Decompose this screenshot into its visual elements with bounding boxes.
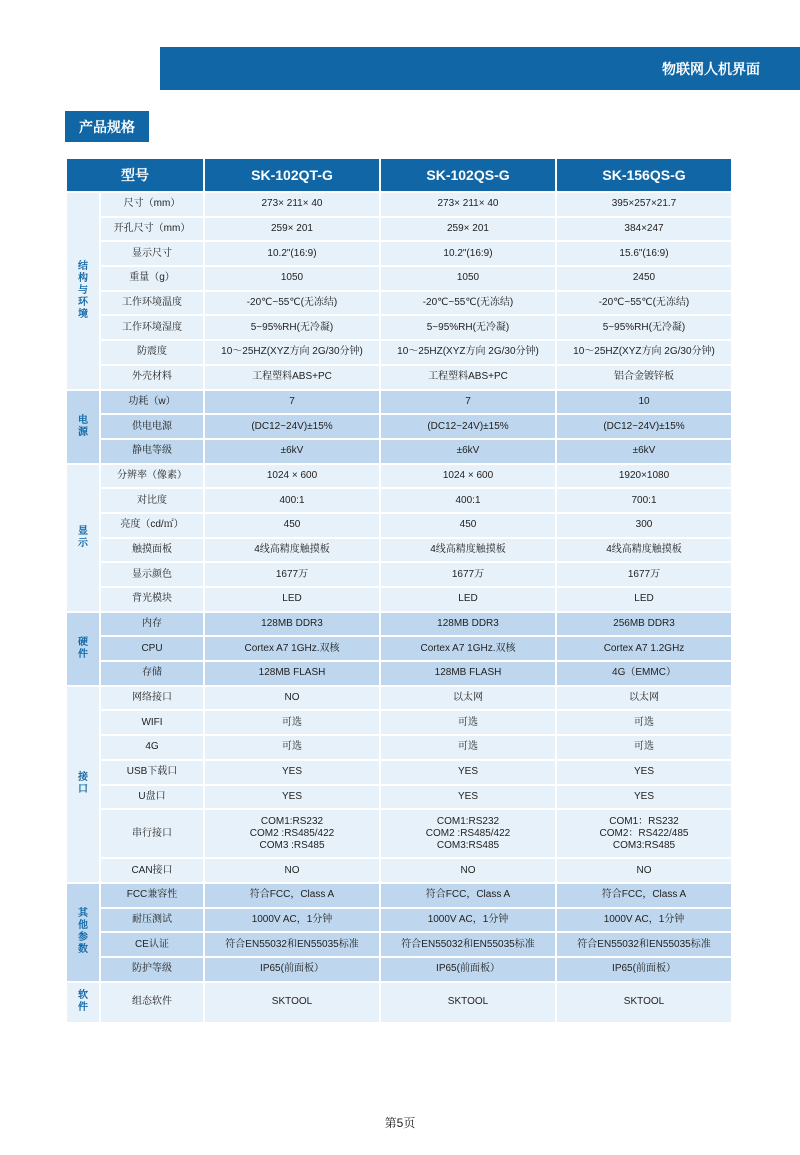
- spec-label-cell: 网络接口: [100, 686, 204, 711]
- spec-value-cell: 1024 × 600: [204, 464, 380, 489]
- table-row: [66, 315, 732, 340]
- table-row: [66, 735, 732, 760]
- table-row: [66, 217, 732, 242]
- category-label: 接口: [78, 772, 88, 796]
- spec-value-cell: YES: [380, 785, 556, 810]
- spec-value-cell: NO: [380, 858, 556, 883]
- spec-label-cell: 背光模块: [100, 587, 204, 612]
- spec-value-cell: 以太网: [380, 686, 556, 711]
- spec-value-cell: 可选: [380, 710, 556, 735]
- spec-value-cell: 15.6"(16:9): [556, 241, 732, 266]
- header-model-1: SK-102QT-G: [204, 158, 380, 192]
- spec-value-cell: ±6kV: [380, 439, 556, 464]
- spec-value-cell: 符合EN55032和EN55035标准: [204, 932, 380, 957]
- table-row: [66, 365, 732, 390]
- table-row: [66, 661, 732, 686]
- banner-title: 物联网人机界面: [662, 60, 760, 77]
- spec-value-cell: 符合FCC，Class A: [380, 883, 556, 908]
- spec-value-cell: Cortex A7 1GHz.双核: [380, 636, 556, 661]
- spec-value-cell: 10.2"(16:9): [380, 241, 556, 266]
- spec-value-cell: 可选: [556, 735, 732, 760]
- table-row: [66, 266, 732, 291]
- spec-value-line: COM1：RS232: [609, 815, 679, 827]
- spec-label-cell: 对比度: [100, 488, 204, 513]
- spec-value-line: COM3 :RS485: [259, 839, 325, 851]
- category-cell: [66, 390, 100, 464]
- spec-value-cell: 1000V AC，1分钟: [380, 908, 556, 933]
- spec-label-cell: CE认证: [100, 932, 204, 957]
- spec-value-cell: 10～25HZ(XYZ方向 2G/30分钟): [380, 340, 556, 365]
- category-label: 硬件: [78, 636, 88, 660]
- category-label: 结构与环境: [78, 260, 88, 320]
- spec-value-cell: NO: [204, 686, 380, 711]
- category-cell: [66, 464, 100, 612]
- table-row: [66, 562, 732, 587]
- spec-value-cell: 450: [380, 513, 556, 538]
- spec-label-cell: 重量（g）: [100, 266, 204, 291]
- spec-label-cell: 静电等级: [100, 439, 204, 464]
- header-model: 型号: [66, 158, 204, 192]
- spec-value-cell: 5~95%RH(无冷凝): [380, 315, 556, 340]
- table-row: [66, 241, 732, 266]
- spec-value-cell: 4线高精度触摸板: [556, 538, 732, 563]
- spec-value-cell: 384×247: [556, 217, 732, 242]
- spec-value-cell: IP65(前面板）: [204, 957, 380, 982]
- table-row: [66, 809, 732, 858]
- spec-label-cell: 耐压测试: [100, 908, 204, 933]
- spec-table-body: [66, 192, 732, 1023]
- spec-value-cell: 7: [204, 390, 380, 415]
- section-label: [65, 111, 149, 142]
- spec-value-cell: 可选: [556, 710, 732, 735]
- spec-value-line: COM3:RS485: [612, 839, 676, 851]
- category-cell: [66, 192, 100, 390]
- table-row: [66, 982, 732, 1023]
- spec-value-cell: Cortex A7 1.2GHz: [556, 636, 732, 661]
- table-row: [66, 858, 732, 883]
- spec-value-cell: [204, 809, 380, 858]
- spec-label-cell: 显示颜色: [100, 562, 204, 587]
- spec-label-cell: 触摸面板: [100, 538, 204, 563]
- spec-value-cell: LED: [556, 587, 732, 612]
- spec-label-cell: 显示尺寸: [100, 241, 204, 266]
- spec-value-cell: SKTOOL: [556, 982, 732, 1023]
- spec-value-cell: 4线高精度触摸板: [380, 538, 556, 563]
- table-row: [66, 513, 732, 538]
- spec-label-cell: 存储: [100, 661, 204, 686]
- spec-value-cell: 1050: [204, 266, 380, 291]
- table-row: [66, 932, 732, 957]
- spec-value-cell: YES: [204, 785, 380, 810]
- spec-value-line: COM1:RS232: [260, 815, 324, 827]
- table-row: [66, 686, 732, 711]
- spec-value-cell: (DC12~24V)±15%: [556, 414, 732, 439]
- spec-value-cell: 5~95%RH(无冷凝): [204, 315, 380, 340]
- spec-label-cell: WIFI: [100, 710, 204, 735]
- table-row: [66, 291, 732, 316]
- spec-value-cell: 1677万: [556, 562, 732, 587]
- spec-label-cell: 4G: [100, 735, 204, 760]
- spec-value-cell: 1024 × 600: [380, 464, 556, 489]
- spec-label-cell: 供电电源: [100, 414, 204, 439]
- spec-label-cell: 功耗（w）: [100, 390, 204, 415]
- table-row: [66, 439, 732, 464]
- spec-value-cell: 符合EN55032和EN55035标准: [380, 932, 556, 957]
- spec-value-cell: 铝合金镀锌板: [556, 365, 732, 390]
- spec-value-cell: 符合FCC，Class A: [556, 883, 732, 908]
- spec-value-cell: LED: [380, 587, 556, 612]
- spec-value-cell: Cortex A7 1GHz.双核: [204, 636, 380, 661]
- category-cell: [66, 982, 100, 1023]
- spec-value-cell: 10: [556, 390, 732, 415]
- spec-value-cell: SKTOOL: [204, 982, 380, 1023]
- spec-value-cell: 1677万: [204, 562, 380, 587]
- spec-value-cell: IP65(前面板）: [380, 957, 556, 982]
- spec-label-cell: U盘口: [100, 785, 204, 810]
- top-banner: [160, 47, 800, 90]
- spec-label-cell: USB下载口: [100, 760, 204, 785]
- table-row: [66, 192, 732, 217]
- spec-value-cell: IP65(前面板）: [556, 957, 732, 982]
- spec-value-cell: -20℃~55℃(无冻结): [380, 291, 556, 316]
- spec-value-cell: YES: [204, 760, 380, 785]
- spec-label-cell: CPU: [100, 636, 204, 661]
- spec-value-cell: [556, 809, 732, 858]
- category-cell: [66, 686, 100, 883]
- category-cell: [66, 883, 100, 982]
- spec-value-cell: ±6kV: [556, 439, 732, 464]
- spec-label-cell: 工作环境温度: [100, 291, 204, 316]
- header-model-3: SK-156QS-G: [556, 158, 732, 192]
- spec-value-cell: NO: [204, 858, 380, 883]
- spec-value-cell: ±6kV: [204, 439, 380, 464]
- spec-label-cell: 外壳材料: [100, 365, 204, 390]
- table-row: [66, 414, 732, 439]
- spec-label-cell: 内存: [100, 612, 204, 637]
- table-row: [66, 710, 732, 735]
- header-model-2: SK-102QS-G: [380, 158, 556, 192]
- spec-value-line: COM2：RS422/485: [599, 827, 689, 839]
- spec-label-cell: 串行接口: [100, 809, 204, 858]
- spec-value-cell: 2450: [556, 266, 732, 291]
- spec-value-cell: 1050: [380, 266, 556, 291]
- spec-value-cell: 符合FCC，Class A: [204, 883, 380, 908]
- spec-label-cell: 防护等级: [100, 957, 204, 982]
- spec-value-cell: 450: [204, 513, 380, 538]
- spec-value-cell: 700:1: [556, 488, 732, 513]
- spec-value-cell: 4G（EMMC）: [556, 661, 732, 686]
- table-row: [66, 340, 732, 365]
- spec-value-cell: 259× 201: [204, 217, 380, 242]
- spec-label-cell: 防震度: [100, 340, 204, 365]
- spec-value-cell: 400:1: [204, 488, 380, 513]
- spec-value-cell: 128MB FLASH: [380, 661, 556, 686]
- category-label: 显示: [78, 525, 88, 549]
- table-row: [66, 488, 732, 513]
- spec-value-cell: -20℃~55℃(无冻结): [204, 291, 380, 316]
- spec-value-cell: 259× 201: [380, 217, 556, 242]
- spec-value-cell: 7: [380, 390, 556, 415]
- spec-value-cell: 1000V AC，1分钟: [204, 908, 380, 933]
- spec-value-cell: 符合EN55032和EN55035标准: [556, 932, 732, 957]
- spec-value-cell: 可选: [380, 735, 556, 760]
- spec-label-cell: FCC兼容性: [100, 883, 204, 908]
- spec-value-cell: (DC12~24V)±15%: [380, 414, 556, 439]
- spec-value-cell: 1000V AC，1分钟: [556, 908, 732, 933]
- spec-value-cell: 273× 211× 40: [204, 192, 380, 217]
- spec-value-cell: YES: [380, 760, 556, 785]
- spec-value-cell: -20℃~55℃(无冻结): [556, 291, 732, 316]
- spec-value-line: COM2 :RS485/422: [425, 827, 511, 839]
- spec-value-cell: 273× 211× 40: [380, 192, 556, 217]
- spec-value-cell: 可选: [204, 710, 380, 735]
- spec-value-cell: 5~95%RH(无冷凝): [556, 315, 732, 340]
- table-row: [66, 538, 732, 563]
- section-label-text: 产品规格: [79, 118, 135, 135]
- spec-value-cell: 4线高精度触摸板: [204, 538, 380, 563]
- spec-label-cell: 尺寸（mm）: [100, 192, 204, 217]
- spec-value-line: COM2 :RS485/422: [249, 827, 335, 839]
- spec-value-cell: 10～25HZ(XYZ方向 2G/30分钟): [204, 340, 380, 365]
- table-row: [66, 612, 732, 637]
- spec-value-line: COM3:RS485: [436, 839, 500, 851]
- spec-value-cell: 400:1: [380, 488, 556, 513]
- table-row: [66, 464, 732, 489]
- spec-value-cell: 工程塑料ABS+PC: [204, 365, 380, 390]
- spec-value-cell: 300: [556, 513, 732, 538]
- spec-label-cell: 亮度（cd/㎡）: [100, 513, 204, 538]
- spec-value-cell: NO: [556, 858, 732, 883]
- table-row: [66, 587, 732, 612]
- spec-value-cell: 128MB DDR3: [204, 612, 380, 637]
- category-label: 其他参数: [78, 908, 88, 956]
- category-label: 软件: [78, 990, 88, 1014]
- spec-value-cell: 工程塑料ABS+PC: [380, 365, 556, 390]
- table-row: [66, 390, 732, 415]
- spec-value-cell: 128MB FLASH: [204, 661, 380, 686]
- table-header-row: [66, 158, 732, 192]
- spec-value-cell: YES: [556, 785, 732, 810]
- spec-value-cell: YES: [556, 760, 732, 785]
- table-row: [66, 908, 732, 933]
- spec-value-cell: 256MB DDR3: [556, 612, 732, 637]
- table-row: [66, 760, 732, 785]
- spec-value-cell: LED: [204, 587, 380, 612]
- spec-label-cell: CAN接口: [100, 858, 204, 883]
- spec-value-cell: 395×257×21.7: [556, 192, 732, 217]
- spec-value-cell: 可选: [204, 735, 380, 760]
- category-label: 电源: [78, 414, 88, 438]
- table-row: [66, 785, 732, 810]
- spec-value-cell: 10.2"(16:9): [204, 241, 380, 266]
- spec-value-cell: SKTOOL: [380, 982, 556, 1023]
- spec-value-cell: 以太网: [556, 686, 732, 711]
- spec-value-cell: 10～25HZ(XYZ方向 2G/30分钟): [556, 340, 732, 365]
- page-number: 第5页: [384, 1116, 416, 1130]
- spec-label-cell: 分辨率（像素）: [100, 464, 204, 489]
- category-cell: [66, 612, 100, 686]
- table-row: [66, 957, 732, 982]
- spec-label-cell: 工作环境湿度: [100, 315, 204, 340]
- spec-label-cell: 组态软件: [100, 982, 204, 1023]
- spec-value-cell: [380, 809, 556, 858]
- spec-table: [65, 157, 733, 1024]
- spec-value-line: COM1:RS232: [436, 815, 500, 827]
- spec-label-cell: 开孔尺寸（mm）: [100, 217, 204, 242]
- spec-value-cell: (DC12~24V)±15%: [204, 414, 380, 439]
- table-row: [66, 636, 732, 661]
- spec-value-cell: 1920×1080: [556, 464, 732, 489]
- spec-value-cell: 1677万: [380, 562, 556, 587]
- table-row: [66, 883, 732, 908]
- spec-value-cell: 128MB DDR3: [380, 612, 556, 637]
